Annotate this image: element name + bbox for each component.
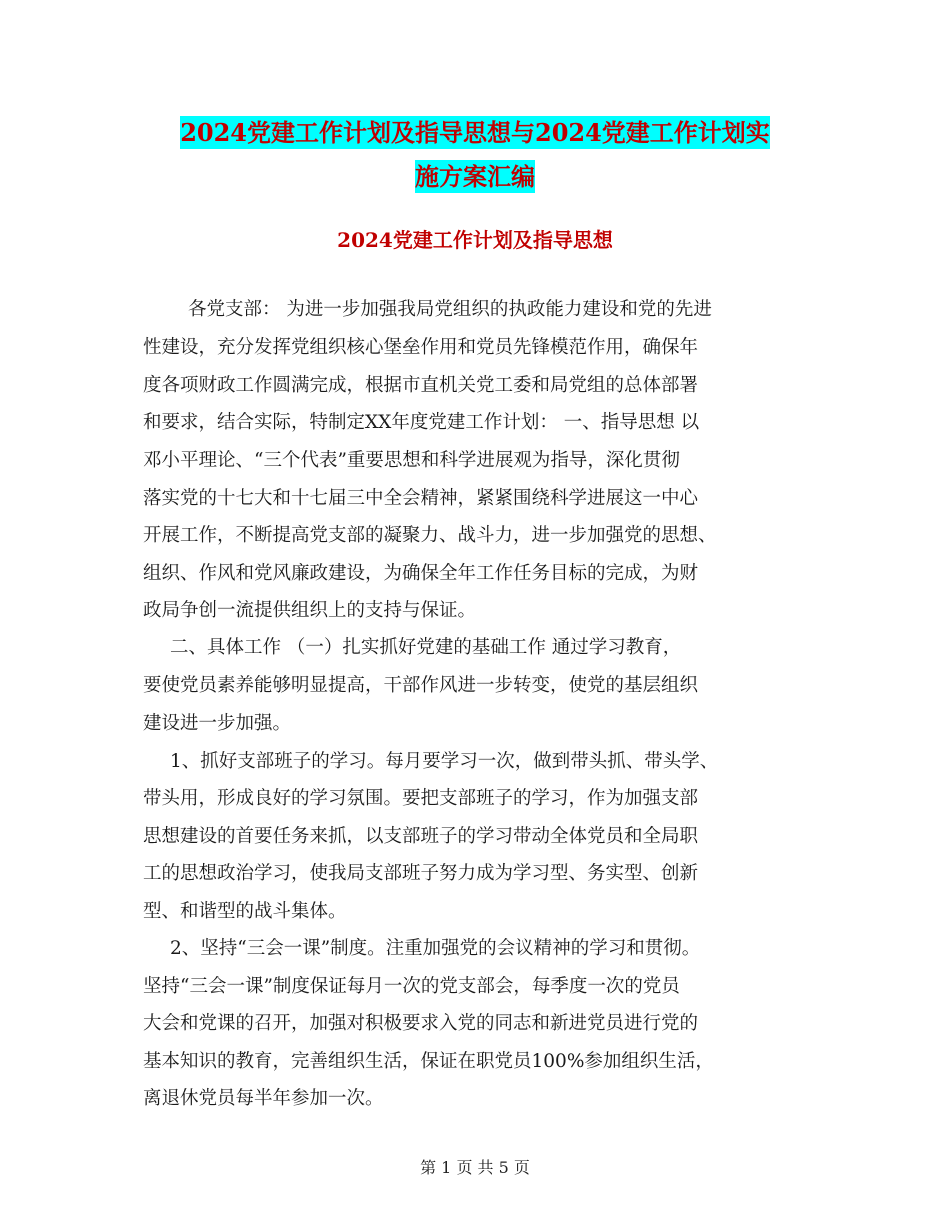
body-line: 组织、作风和党风廉政建设，为确保全年工作任务目标的完成，为财	[143, 563, 699, 584]
body-line: 1、抓好支部班子的学习。每月要学习一次，做到带头抓、带头学、	[170, 751, 719, 772]
body-line: 2、坚持“三会一课”制度。注重加强党的会议精神的学习和贯彻。	[170, 938, 701, 959]
section-title: 2024党建工作计划及指导思想	[337, 228, 613, 252]
page-footer: 第 1 页 共 5 页	[420, 1158, 530, 1177]
body-line: 离退休党员每半年参加一次。	[143, 1088, 384, 1109]
body-line: 政局争创一流提供组织上的支持与保证。	[143, 600, 477, 621]
body-line: 基本知识的教育，完善组织生活，保证在职党员100%参加组织生活，	[143, 1051, 714, 1072]
body-line: 工的思想政治学习，使我局支部班子努力成为学习型、务实型、创新	[143, 863, 699, 884]
document-title-line-1: 2024党建工作计划及指导思想与2024党建工作计划实	[180, 118, 770, 147]
body-line: 性建设，充分发挥党组织核心堡垒作用和党员先锋模范作用，确保年	[143, 337, 699, 358]
document-title-line-2: 施方案汇编	[415, 162, 535, 191]
body-line: 和要求，结合实际，特制定XX年度党建工作计划： 一、指导思想 以	[143, 412, 700, 433]
body-line: 落实党的十七大和十七届三中全会精神，紧紧围绕科学进展这一中心	[143, 488, 699, 509]
body-line: 各党支部： 为进一步加强我局党组织的执政能力建设和党的先进	[188, 299, 712, 320]
body-line: 要使党员素养能够明显提高，干部作风进一步转变，使党的基层组织	[143, 675, 699, 696]
body-line: 大会和党课的召开，加强对积极要求入党的同志和新进党员进行党的	[143, 1013, 699, 1034]
body-line: 建设进一步加强。	[143, 713, 292, 734]
body-line: 思想建设的首要任务来抓，以支部班子的学习带动全体党员和全局职	[143, 826, 699, 847]
body-line: 邓小平理论、“三个代表”重要思想和科学进展观为指导，深化贯彻	[143, 450, 680, 471]
body-line: 二、具体工作 （一）扎实抓好党建的基础工作 通过学习教育，	[170, 637, 682, 658]
body-line: 坚持“三会一课”制度保证每月一次的党支部会，每季度一次的党员	[143, 976, 680, 997]
body-line: 型、和谐型的战斗集体。	[143, 901, 347, 922]
body-line: 度各项财政工作圆满完成，根据市直机关党工委和局党组的总体部署	[143, 375, 699, 396]
body-line: 带头用，形成良好的学习氛围。要把支部班子的学习，作为加强支部	[143, 788, 699, 809]
body-line: 开展工作，不断提高党支部的凝聚力、战斗力，进一步加强党的思想、	[143, 525, 717, 546]
